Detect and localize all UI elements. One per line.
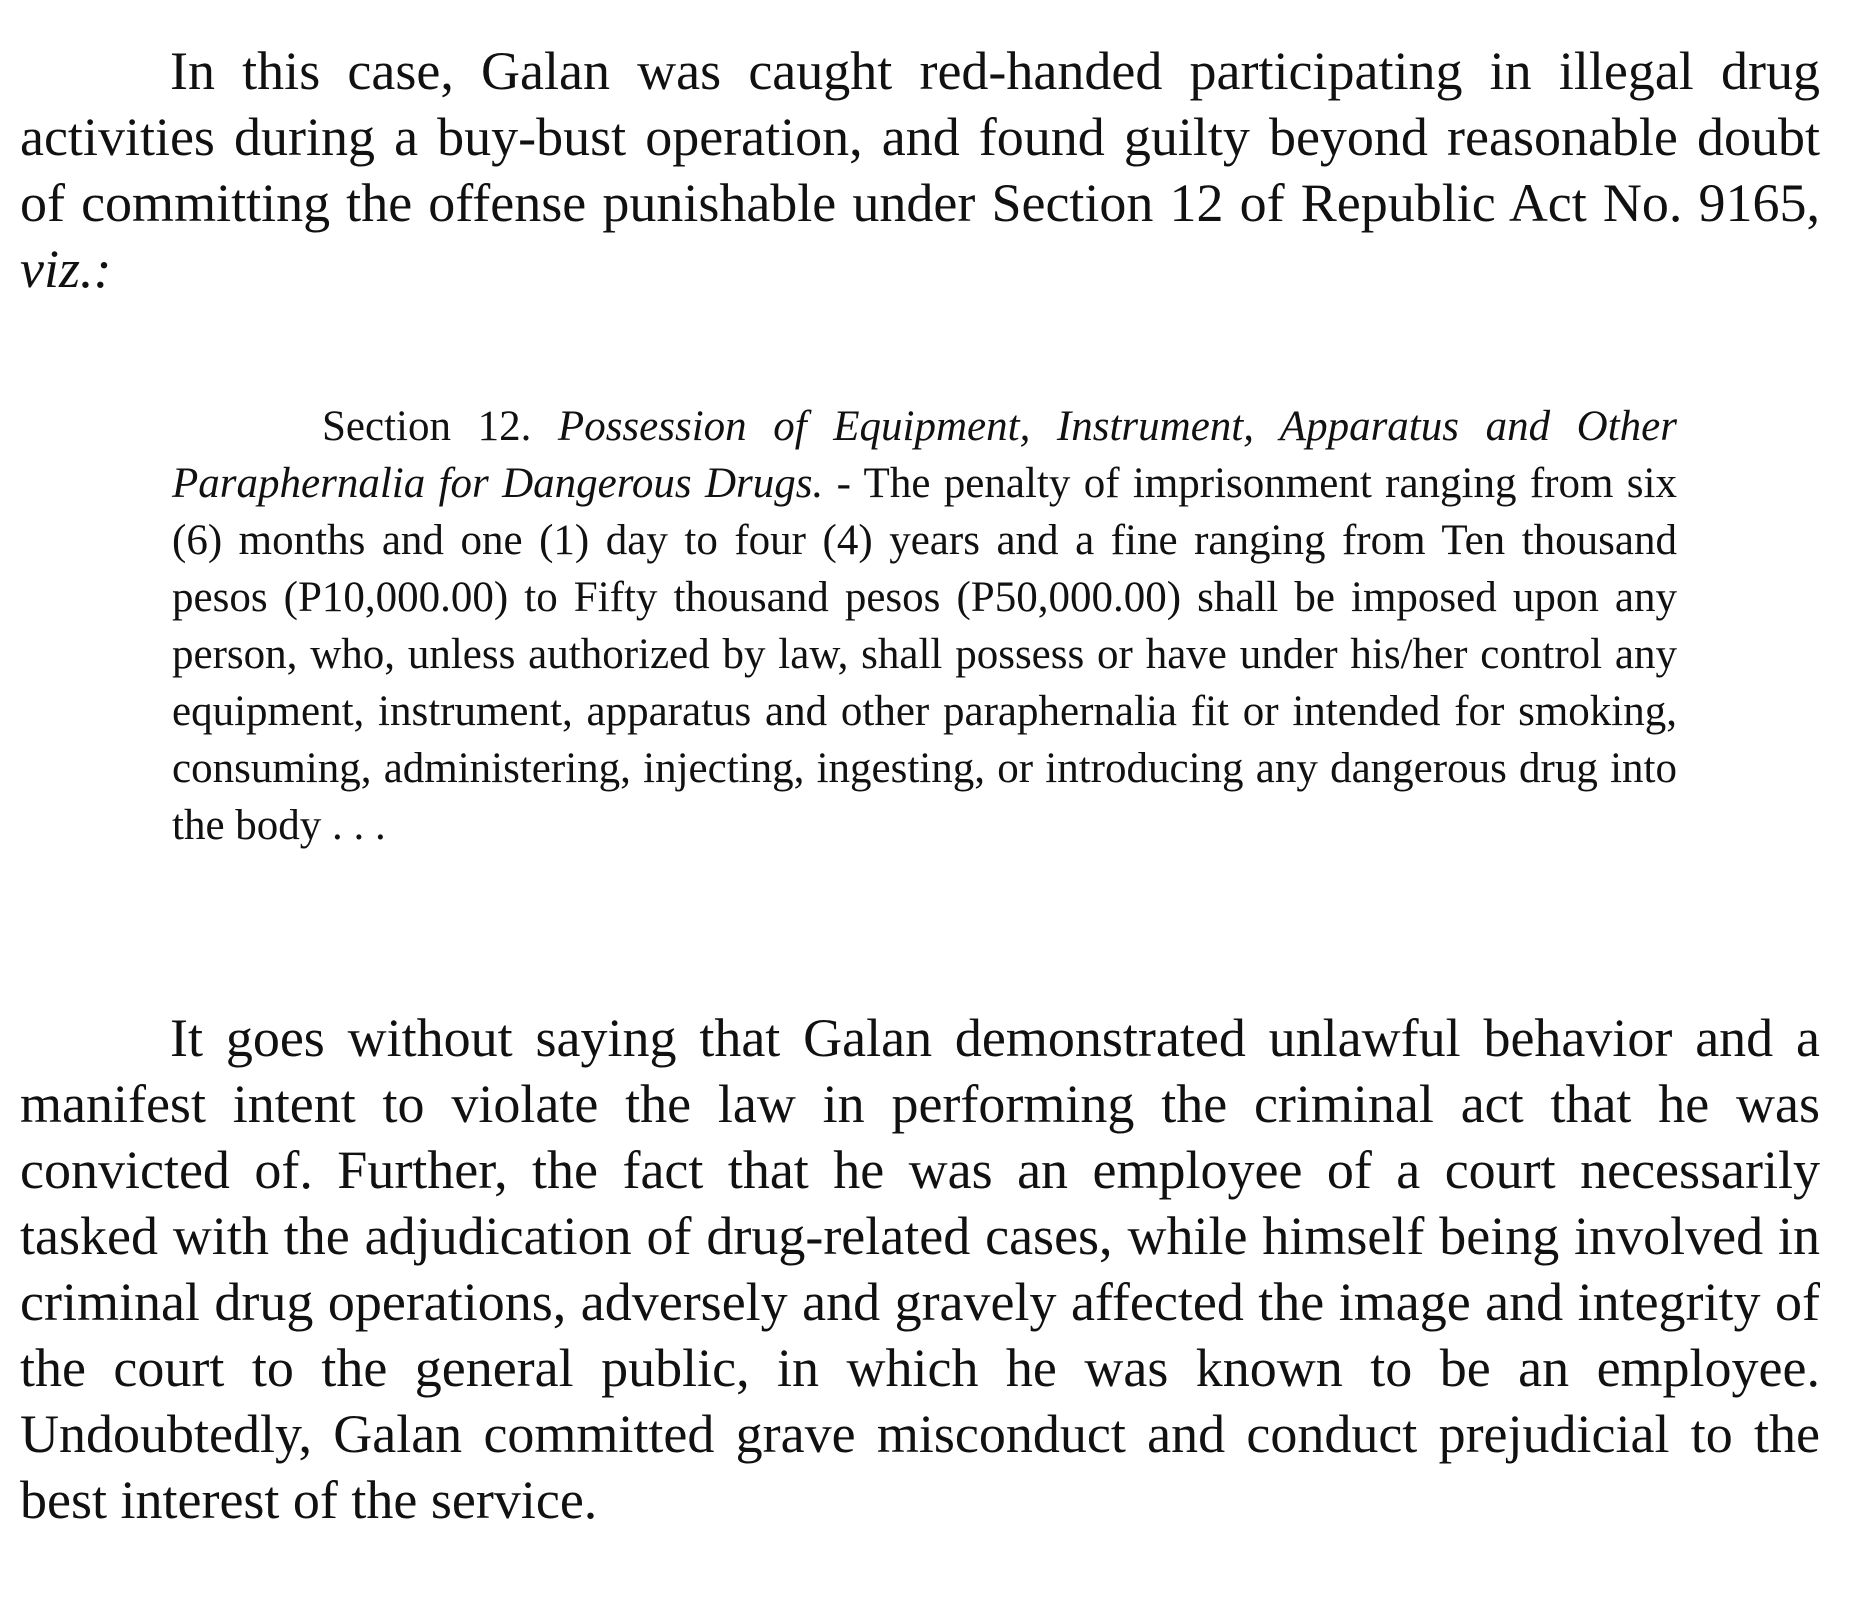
section-body: - The penalty of imprisonment ranging from six (6) months and one (1) day to four (4) years and a fine ranging from Ten thousand pesos (P10,000.00) to Fifty thousand pesos (P50,000.00) shall be imposed upon any person, who, unless authorized by law, shall possess or have under his/her control any equipment, instrument, apparatus and other paraphernalia fit or intended for smoking, consuming, administering, injecting, ingesting, or introducing any dangerous drug into the body . . . — [172, 460, 1677, 849]
viz-emphasis: viz.: — [20, 239, 112, 299]
block-quote-section-12 — [172, 398, 1677, 854]
paragraph-case-summary — [20, 38, 1820, 302]
paragraph-misconduct-finding-text: It goes without saying that Galan demonstrated unlawful behavior and a manifest intent to violate the law in performing the criminal act that he was convicted of. Further, the fact that he was an employee of a court necessarily tasked with the adjudication of drug-related cases, while himself being involved in criminal drug operations, adversely and gravely affected the image and integrity of the court to the general public, in which he was known to be an employee. Undoubtedly, Galan committed grave misconduct and conduct prejudicial to the best interest of the service. — [20, 1008, 1820, 1530]
paragraph-misconduct-finding — [20, 1005, 1820, 1533]
section-title: Possession of Equipment, Instrument, Apparatus and Other Paraphernalia for Dangerous Drugs. — [172, 403, 1677, 507]
section-label: Section 12. — [322, 403, 558, 450]
paragraph-case-summary-text: In this case, Galan was caught red-handed participating in illegal drug activities during a buy-bust operation, and found guilty beyond reasonable doubt of committing the offense punishable under Section 12 of Republic Act No. 9165, — [20, 41, 1820, 233]
